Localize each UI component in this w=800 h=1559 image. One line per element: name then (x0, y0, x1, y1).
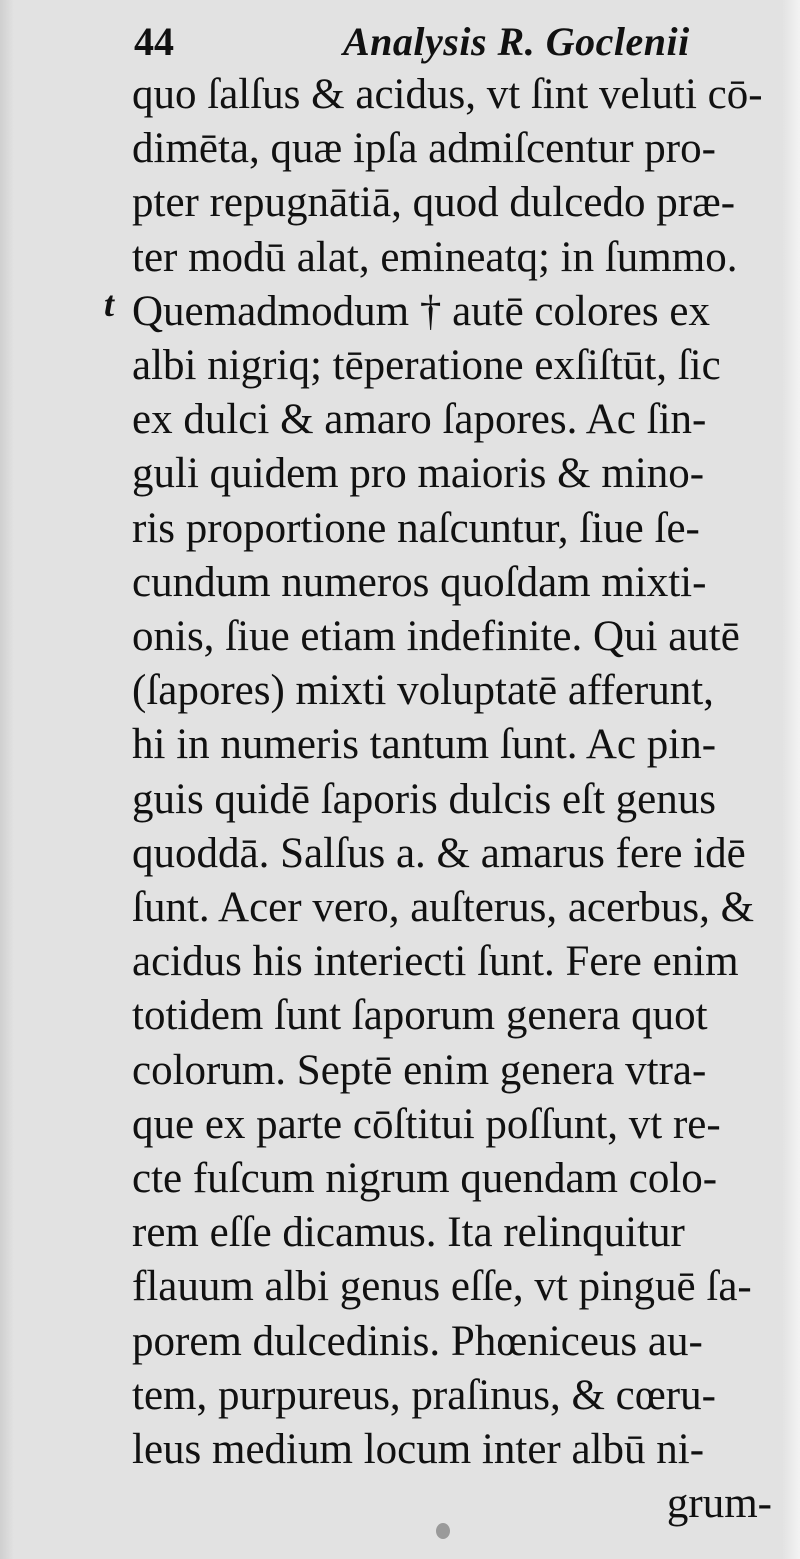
text-line: flauum albi genus eſſe, vt pinguē ſa- (132, 1263, 752, 1311)
text-line: quo ſalſus & acidus, vt ſint veluti cō- (132, 71, 763, 118)
text-line: dimēta, quæ ipſa admiſcentur pro- (132, 125, 716, 173)
page-number: 44 (134, 19, 174, 64)
text-line: ſunt. Acer vero, auſterus, acerbus, & (132, 884, 755, 932)
text-line: que ex parte cōſtitui poſſunt, vt re- (132, 1100, 721, 1148)
body-text (132, 68, 772, 1531)
text-line: ter modū alat, emineatq; in ſummo. (132, 233, 738, 281)
text-line: cte fuſcum nigrum quendam colo- (132, 1155, 718, 1203)
paper-blemish (436, 1523, 450, 1539)
text-line: acidus his interiecti ſunt. Fere enim (132, 938, 739, 986)
text-line: colorum. Septē enim genera vtra- (132, 1046, 707, 1094)
text-line: ex dulci & amaro ſapores. Ac ſin- (132, 396, 707, 444)
text-line: (ſapores) mixti voluptatē afferunt, (132, 667, 714, 715)
text-line: rem eſſe dicamus. Ita relinquitur (132, 1209, 685, 1257)
text-line: tem, purpureus, praſinus, & cœru- (132, 1371, 716, 1419)
text-line: onis, ſiue etiam indefinite. Qui autē (132, 613, 740, 661)
text-line: guli quidem pro maioris & mino- (132, 450, 705, 498)
text-line: leus medium locum inter albū ni- (132, 1426, 705, 1474)
text-line: cundum numeros quoſdam mixti- (132, 558, 707, 606)
text-line: quoddā. Salſus a. & amarus fere idē (132, 829, 746, 877)
text-line: totidem ſunt ſaporum genera quot (132, 992, 708, 1040)
running-head (128, 10, 768, 70)
catchword: grum- (666, 1480, 772, 1528)
text-line: ris proportione naſcuntur, ſiue ſe- (132, 504, 700, 552)
running-title: Analysis R. Goclenii (343, 19, 690, 64)
text-line: porem dulcedinis. Phœniceus au- (132, 1317, 703, 1365)
text-line: hi in numeris tantum ſunt. Ac pin- (132, 721, 717, 769)
marginal-note: t (104, 284, 115, 324)
text-line: guis quidē ſaporis dulcis eſt genus (132, 775, 717, 823)
text-line: Quemadmodum † autē colores ex (132, 287, 710, 335)
text-line: pter repugnātiā, quod dulcedo præ- (132, 179, 736, 227)
text-line: albi nigriq; tēperatione exſiſtūt, ſic (132, 342, 721, 390)
